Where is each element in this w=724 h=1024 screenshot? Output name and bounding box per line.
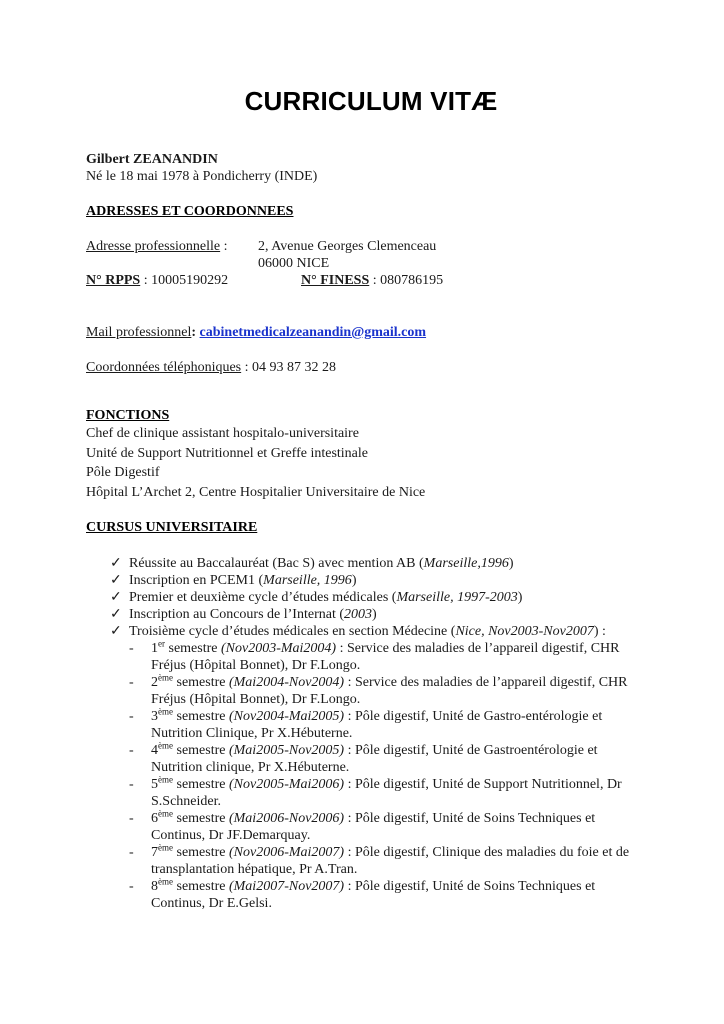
addresses-heading: ADRESSES ET COORDONNEES [86,204,294,219]
dash-icon: - [129,879,134,894]
finess-label: N° FINESS [301,273,370,288]
finess-group [301,272,443,289]
semester-suffix: ème [158,740,173,751]
semester-desc: : Pôle digestif, Clinique des maladies du foie et de transplantation hépatique, Pr A.Tran. [151,845,630,877]
page-title: CURRICULUM VITÆ [244,86,498,116]
semester-period: (Nov2004-Mai2005) [228,709,345,724]
dash-icon: - [129,811,134,826]
phone-label: Coordonnées téléphoniques [86,360,242,375]
item-end: ) [372,607,377,622]
list-item [86,640,641,674]
item-detail: Marseille,1996 [423,556,509,571]
list-item [86,844,641,878]
list-item [86,708,641,742]
semester-period: (Nov2003-Mai2004) [220,641,337,656]
email-link[interactable]: cabinetmedicalzeanandin@gmail.com [199,325,427,340]
item-end: ) [517,590,523,605]
semester-num: 7 [151,845,158,860]
semester-suffix: ème [158,842,173,853]
semester-period: (Mai2006-Nov2006) [228,811,345,826]
address-line2: 06000 NICE [258,256,330,271]
address-label: Adresse professionnelle [86,239,221,254]
dash-icon: - [129,709,134,724]
semester-desc: : Pôle digestif, Unité de Soins Techniques et Continus, Dr JF.Demarquay. [151,811,596,843]
semester-period: (Mai2007-Nov2007) [228,879,345,894]
function-line: Pôle Digestif [86,465,160,480]
semester-suffix: ème [158,706,173,717]
item-text: Inscription au Concours de l’Internat ( [129,607,344,622]
mail-label: Mail professionnel [86,325,192,340]
item-detail: Marseille, 1996 [263,573,352,588]
semester-desc: : Pôle digestif, Unité de Gastroentérologie et Nutrition clinique, Pr X.Hébuterne. [151,743,598,775]
list-item [86,742,641,776]
list-item [86,623,639,640]
mail-row [86,324,656,341]
semester-num: 8 [151,879,158,894]
item-detail: Marseille, 1997-2003 [396,590,518,605]
semester-suffix: ème [158,774,173,785]
list-item [86,776,641,810]
addresses-section [86,203,656,376]
address-label-group [86,238,228,255]
item-detail: 2003 [344,607,372,622]
address-separator: : [220,239,228,254]
dash-icon: - [129,777,134,792]
identity-block [86,151,317,185]
semester-desc: : Pôle digestif, Unité de Gastro-entérologie et Nutrition Clinique, Pr X.Hébuterne. [151,709,603,741]
semester-num: 4 [151,743,158,758]
semester-num: 1 [151,641,158,656]
item-text: Troisième cycle d’études médicales en section Médecine ( [129,624,456,639]
check-icon: ✓ [110,624,122,639]
rpps-label: N° RPPS [86,273,141,288]
semester-list [86,640,656,912]
phone-value: : 04 93 87 32 28 [241,360,337,375]
list-item [86,572,639,589]
function-line: Chef de clinique assistant hospitalo-universitaire [86,426,359,441]
item-end: ) [508,556,514,571]
semester-desc: : Service des maladies de l’appareil digestif, CHR Fréjus (Hôpital Bonnet), Dr F.Longo. [151,641,620,673]
semester-num: 2 [151,675,158,690]
dash-icon: - [129,641,134,656]
rpps-value: : 10005190292 [140,273,229,288]
function-line: Unité de Support Nutritionnel et Greffe intestinale [86,445,369,461]
functions-section [86,407,656,502]
semester-num: 6 [151,811,158,826]
address-row-2 [86,255,656,272]
cursus-heading: CURSUS UNIVERSITAIRE [86,520,258,535]
semester-desc: : Pôle digestif, Unité de Support Nutritionnel, Dr S.Schneider. [151,777,622,809]
semester-suffix: ème [158,808,173,819]
semester-suffix: ème [158,672,173,683]
semester-word: semestre [165,641,221,656]
semester-word: semestre [173,675,229,690]
list-item [86,810,641,844]
list-item [86,555,639,572]
check-icon: ✓ [110,590,122,605]
semester-suffix: er [158,638,165,649]
semester-desc: : Service des maladies de l’appareil digestif, CHR Fréjus (Hôpital Bonnet), Dr F.Longo. [151,675,628,707]
cursus-list [86,555,656,640]
rpps-group [86,272,228,289]
semester-word: semestre [173,743,229,758]
mail-separator: : [191,325,200,340]
list-item [86,674,641,708]
list-item [86,589,639,606]
semester-period: (Mai2004-Nov2004) [228,675,345,690]
phone-row [86,359,656,376]
check-icon: ✓ [110,556,122,571]
semester-word: semestre [173,709,229,724]
semester-word: semestre [173,811,229,826]
check-icon: ✓ [110,607,122,622]
cursus-section [86,519,656,912]
semester-word: semestre [173,845,229,860]
list-item [86,606,639,623]
dash-icon: - [129,845,134,860]
item-text: Réussite au Baccalauréat (Bac S) avec mention AB ( [129,556,424,571]
functions-heading: FONCTIONS [86,408,170,423]
semester-suffix: ème [158,876,173,887]
item-text: Premier et deuxième cycle d’études médicales ( [129,590,397,605]
check-icon: ✓ [110,573,122,588]
dash-icon: - [129,675,134,690]
semester-desc: : Pôle digestif, Unité de Soins Techniques et Continus, Dr E.Gelsi. [151,879,596,911]
semester-period: (Nov2005-Mai2006) [228,777,345,792]
address-row [86,238,656,255]
semester-word: semestre [173,879,229,894]
semester-num: 5 [151,777,158,792]
item-text: Inscription en PCEM1 ( [129,573,264,588]
address-line1: 2, Avenue Georges Clemenceau [258,239,437,254]
person-name: Gilbert ZEANANDIN [86,152,218,167]
function-line: Hôpital L’Archet 2, Centre Hospitalier Universitaire de Nice [86,484,426,500]
birth-info: Né le 18 mai 1978 à Pondicherry (INDE) [86,169,318,184]
item-end: ) : [593,624,606,639]
item-detail: Nice, Nov2003-Nov2007 [455,624,594,639]
semester-period: (Nov2006-Mai2007) [228,845,345,860]
semester-num: 3 [151,709,158,724]
ids-row [86,272,656,289]
semester-period: (Mai2005-Nov2005) [228,743,345,758]
semester-word: semestre [173,777,229,792]
dash-icon: - [129,743,134,758]
list-item [86,878,641,912]
finess-value: : 080786195 [369,273,444,288]
item-end: ) [351,573,357,588]
